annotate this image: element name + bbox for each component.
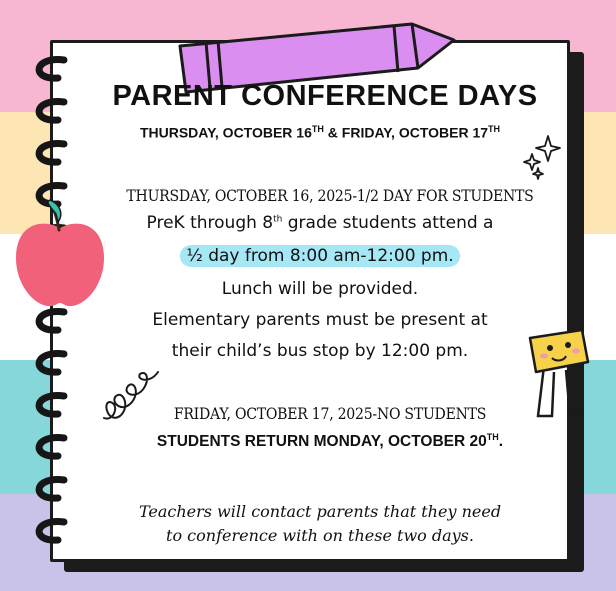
- return-end: .: [498, 433, 504, 451]
- dates-part-1: THURSDAY, OCTOBER 16: [139, 124, 312, 141]
- thursday-line-1-a: PreK through 8: [146, 213, 274, 233]
- thursday-line-1-b: grade students attend a: [282, 213, 494, 233]
- return-sup: TH: [486, 432, 499, 442]
- thursday-line-1: [60, 213, 580, 233]
- sparkle-icon: [522, 134, 562, 180]
- friday-heading: FRIDAY, OCTOBER 17, 2025-NO STUDENTS: [173, 404, 487, 423]
- dates-part-2: & FRIDAY, OCTOBER 17: [323, 124, 489, 141]
- thursday-line-3: Lunch will be provided.: [221, 279, 419, 299]
- thursday-heading: THURSDAY, OCTOBER 16, 2025-1/2 DAY FOR STUDENTS: [126, 186, 534, 205]
- event-dates: [70, 124, 570, 141]
- teacher-note-line-2: to conference with on these two days.: [166, 526, 474, 545]
- teacher-note: [90, 500, 550, 548]
- dates-sup-1: TH: [311, 124, 324, 134]
- dates-sup-2: TH: [488, 124, 501, 134]
- thursday-line-1-sup: th: [273, 214, 283, 225]
- teacher-note-line-1: Teachers will contact parents that they need: [138, 502, 502, 521]
- students-return-line: [70, 432, 590, 451]
- thursday-line-4: Elementary parents must be present at: [152, 310, 488, 330]
- thursday-line-5: their child’s bus stop by 12:00 pm.: [171, 341, 469, 361]
- notebook-page: [50, 40, 570, 562]
- thursday-line-2: [60, 246, 580, 266]
- return-text: STUDENTS RETURN MONDAY, OCTOBER 20: [156, 433, 487, 451]
- half-day-time-highlight: ½ day from 8:00 am-12:00 pm.: [180, 245, 459, 267]
- page-title: PARENT CONFERENCE DAYS: [112, 80, 538, 112]
